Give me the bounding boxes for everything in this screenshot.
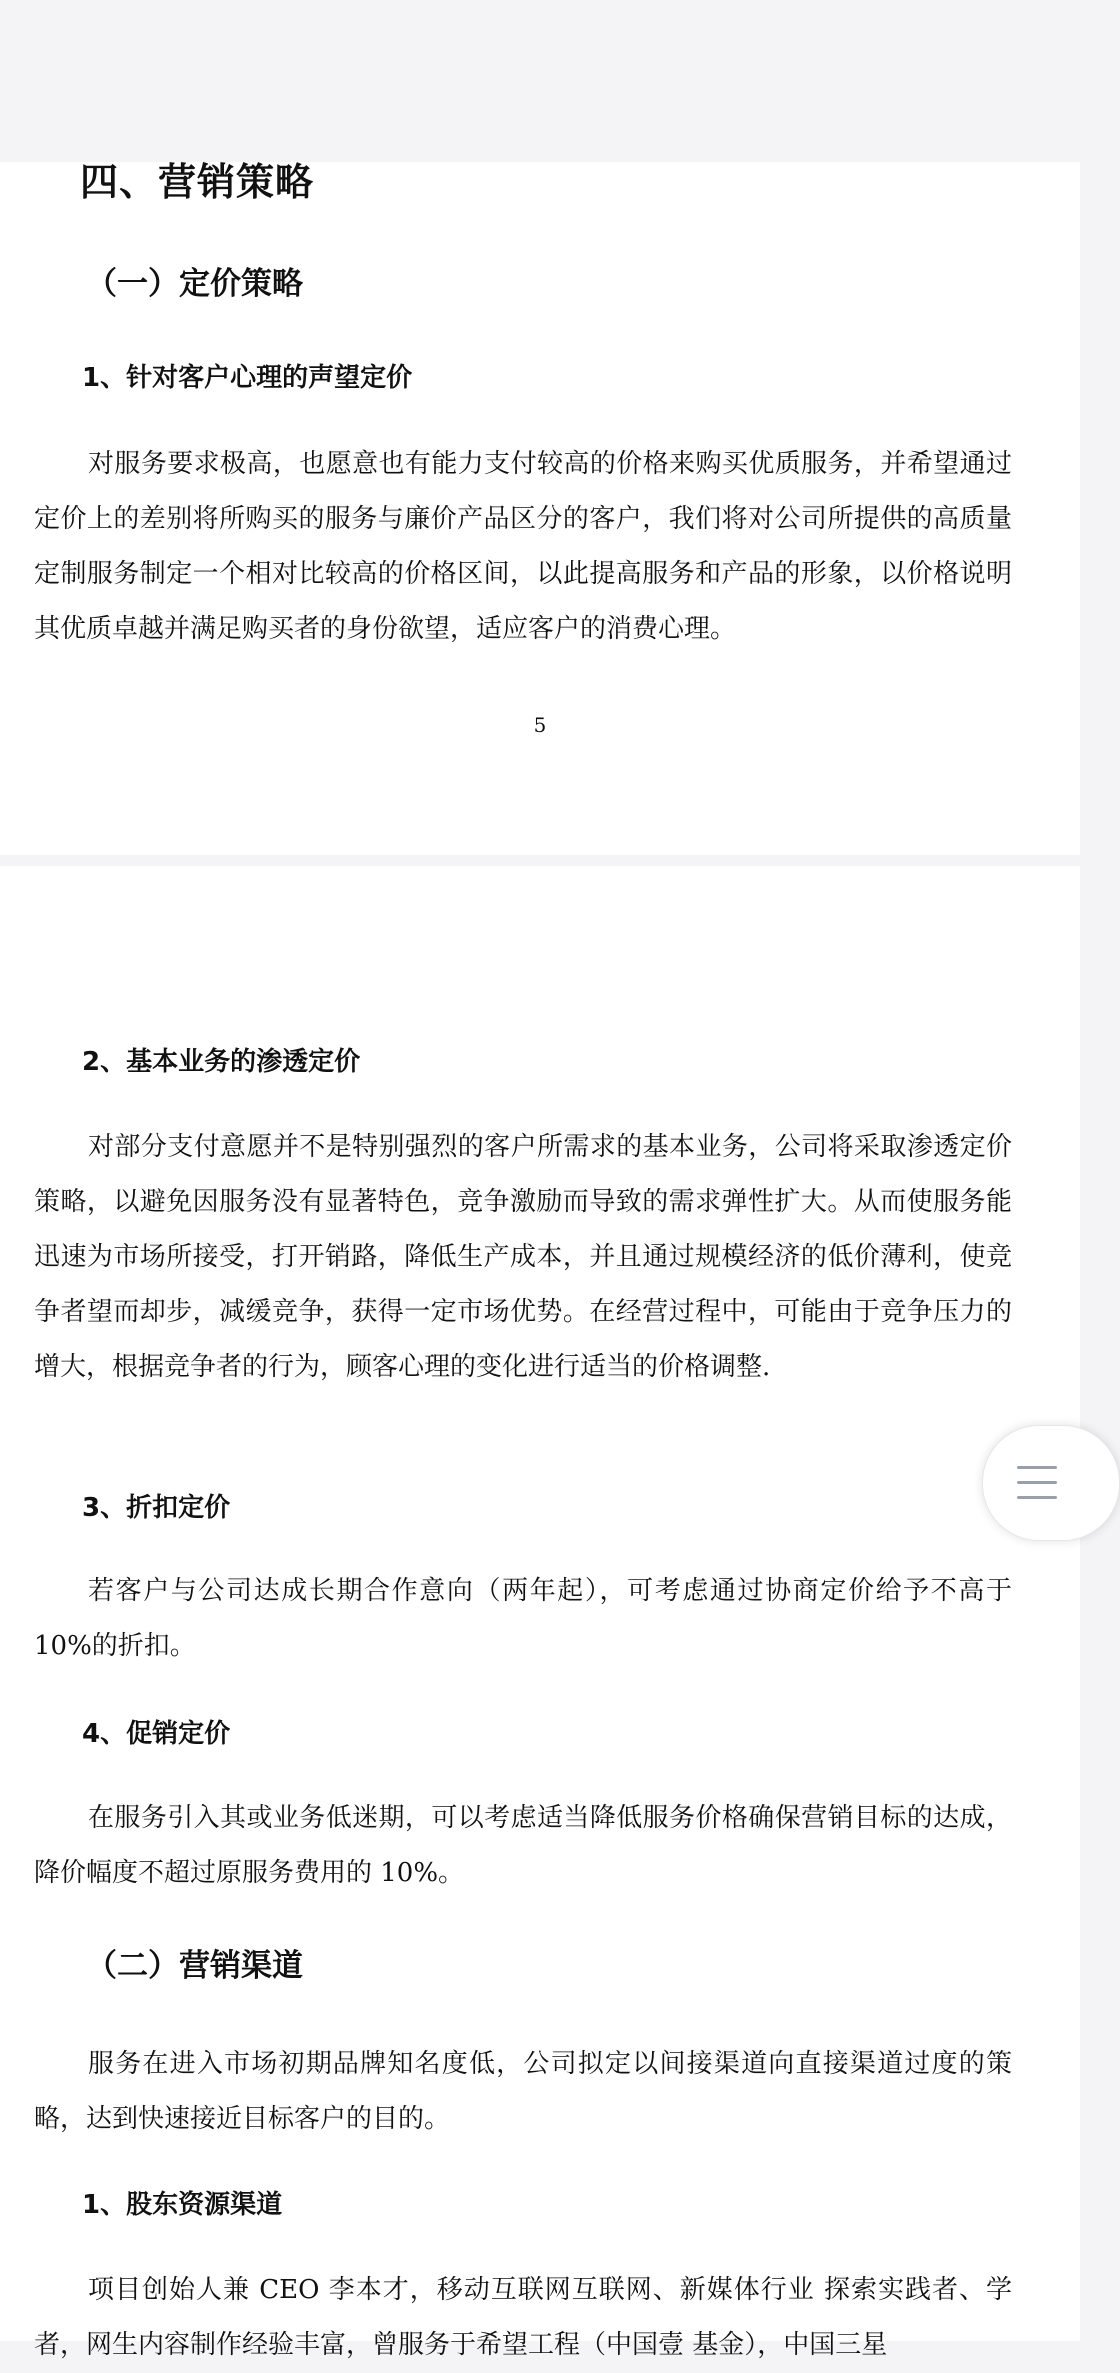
pricing-item-2-heading: 2、基本业务的渗透定价 xyxy=(82,1047,361,1077)
pricing-item-2-text: 对部分支付意愿并不是特别强烈的客户所需求的基本业务，公司将采取渗透定价策略，以避免因服务没有显著特色，竞争激励而导致的需求弹性扩大。从而使服务能迅速为市场所接受，打开销路，降低生产成本，并且通过规模经济的低价薄利，使竞争者望而却步，减缓竞争，获得一定市场优势。在经营过程中，可能由于竞争压力的增大，根据竞争者的行为，顾客心理的变化进行适当的价格调整. xyxy=(34,1132,1012,1382)
document-page-5 xyxy=(0,162,1080,855)
pricing-item-3-heading: 3、折扣定价 xyxy=(82,1493,231,1523)
pricing-heading: （一）定价策略 xyxy=(86,266,303,302)
channels-item-1-heading: 1、股东资源渠道 xyxy=(82,2190,283,2220)
document-page-6 xyxy=(0,866,1080,2360)
pricing-item-4-text: 在服务引入其或业务低迷期，可以考虑适当降低服务价格确保营销目标的达成，降价幅度不超过原服务费用的 10%。 xyxy=(34,1803,1012,1888)
pricing-item-1-text: 对服务要求极高，也愿意也有能力支付较高的价格来购买优质服务，并希望通过定价上的差别将所购买的服务与廉价产品区分的客户，我们将对公司所提供的高质量定制服务制定一个相对比较高的价格区间，以此提高服务和产品的形象，以价格说明其优质卓越并满足购买者的身份欲望，适应客户的消费心理。 xyxy=(34,449,1012,644)
pricing-item-4-heading: 4、促销定价 xyxy=(82,1719,231,1749)
pricing-item-1-heading: 1、针对客户心理的声望定价 xyxy=(82,363,413,393)
section-title: 四、营销策略 xyxy=(80,160,315,204)
channels-intro: 服务在进入市场初期品牌知名度低，公司拟定以间接渠道向直接渠道过度的策略，达到快速接近目标客户的目的。 xyxy=(34,2049,1012,2134)
hamburger-menu-icon xyxy=(1015,1463,1059,1503)
pricing-item-3-text: 若客户与公司达成长期合作意向（两年起），可考虑通过协商定价给予不高于 10%的折扣。 xyxy=(34,1576,1012,1661)
top-bar xyxy=(0,0,1080,162)
menu-button[interactable] xyxy=(982,1425,1120,1541)
channels-item-1-text: 项目创始人兼 CEO 李本才，移动互联网互联网、新媒体行业 探索实践者、学者，网生内容制作经验丰富，曾服务于希望工程（中国壹 基金），中国三星 xyxy=(34,2275,1012,2360)
page-number: 5 xyxy=(533,713,547,737)
channels-heading: （二）营销渠道 xyxy=(86,1948,303,1984)
